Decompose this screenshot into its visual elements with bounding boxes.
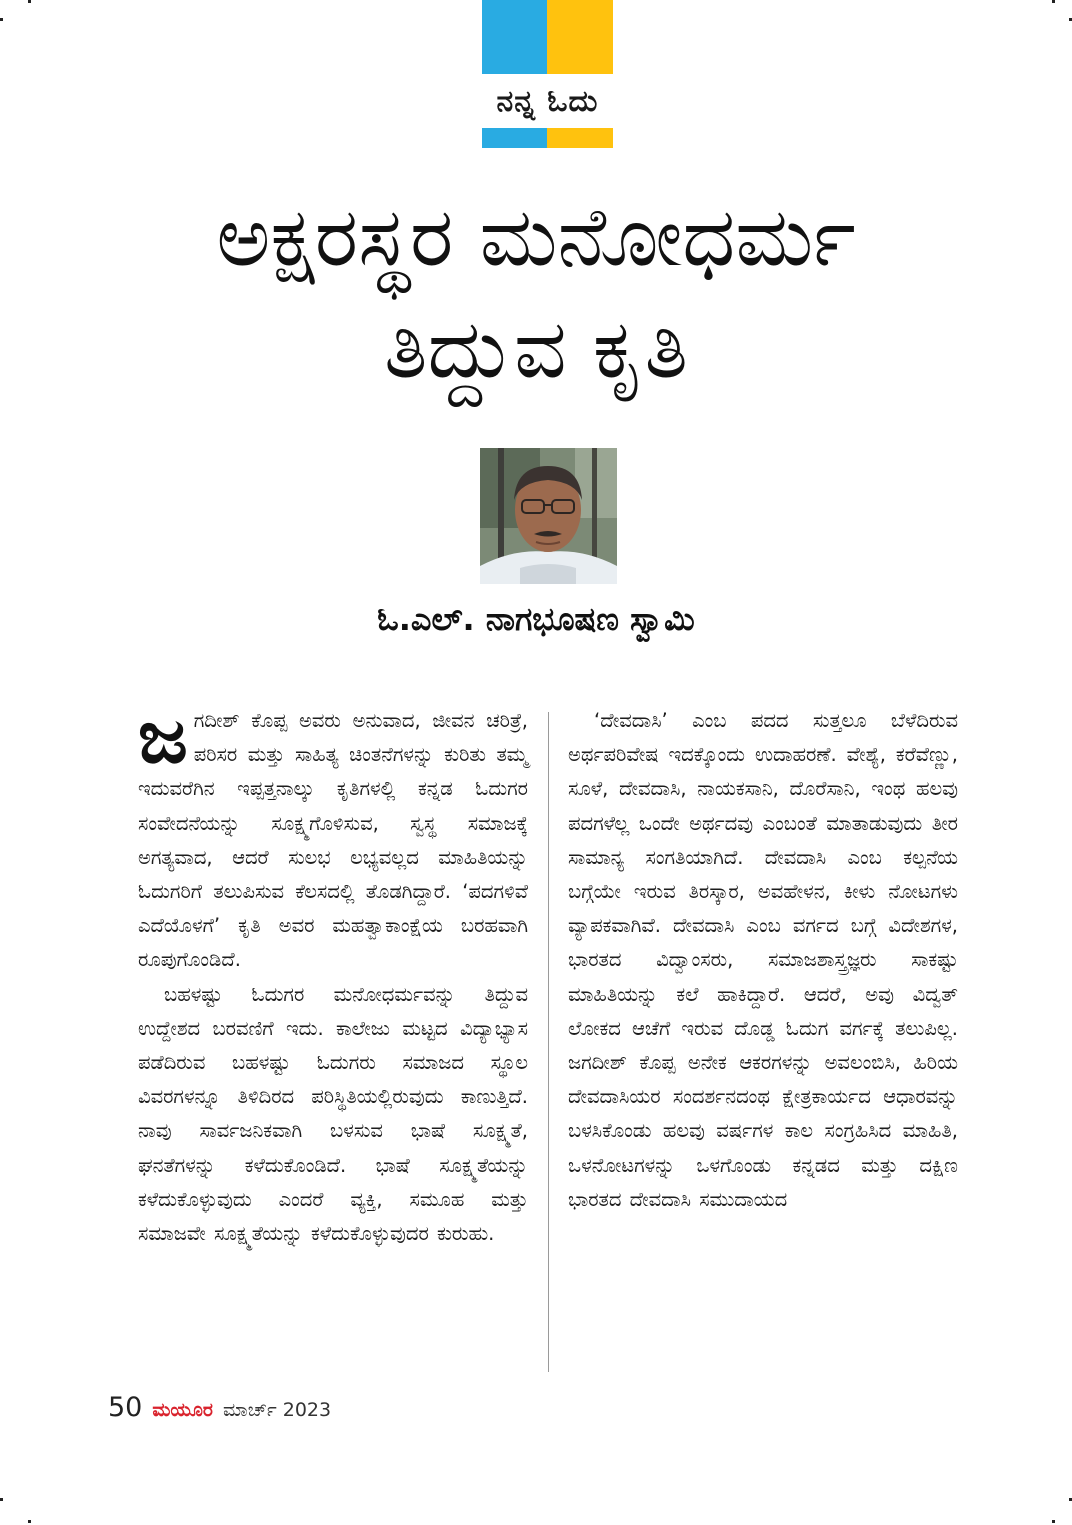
headline-line-2: ತಿದ್ದುವ ಕೃತಿ <box>384 302 688 397</box>
headline <box>60 182 1012 406</box>
headline-line-1: ಅಕ್ಷರಸ್ಥರ ಮನೋಧರ್ಮ <box>216 190 856 285</box>
article-paragraph: ‘ದೇವದಾಸಿ’ ಎಂಬ ಪದದ ಸುತ್ತಲೂ ಬೆಳೆದಿರುವ ಅರ್ಥಪರಿವೇಷ ಇದಕ್ಕೊಂದು ಉದಾಹರಣೆ. ವೇಶ್ಯೆ, ಕರೆವೆಣ್ಣು, ಸೂಳೆ, ದೇವದಾಸಿ, ನಾಯಕಸಾನಿ, ದೊರೆಸಾನಿ, ಇಂಥ ಹಲವು ಪದಗಳೆಲ್ಲ ಒಂದೇ ಅರ್ಥದವು ಎಂಬಂತೆ ಮಾತಾಡುವುದು ತೀರ ಸಾಮಾನ್ಯ ಸಂಗತಿಯಾಗಿದೆ. ದೇವದಾಸಿ ಎಂಬ ಕಲ್ಪನೆಯ ಬಗ್ಗೆಯೇ ಇರುವ ತಿರಸ್ಕಾರ, ಅವಹೇಳನ, ಕೀಳು ನೋಟಗಳು ವ್ಯಾಪಕವಾಗಿವೆ. ದೇವದಾಸಿ ಎಂಬ ವರ್ಗದ ಬಗ್ಗೆ ವಿದೇಶಗಳ, ಭಾರತದ ವಿದ್ವಾಂಸರು, ಸಮಾಜಶಾಸ್ತ್ರಜ್ಞರು ಸಾಕಷ್ಟು ಮಾಹಿತಿಯನ್ನು ಕಲೆ ಹಾಕಿದ್ದಾರೆ. ಆದರೆ, ಅವು ವಿದ್ವತ್ ಲೋಕದ ಆಚೆಗೆ ಇರುವ ದೊಡ್ಡ ಓದುಗ ವರ್ಗಕ್ಕೆ ತಲುಪಿಲ್ಲ. ಜಗದೀಶ್ ಕೊಪ್ಪ ಅನೇಕ ಆಕರಗಳನ್ನು ಅವಲಂಬಿಸಿ, ಹಿರಿಯ ದೇವದಾಸಿಯರ ಸಂದರ್ಶನದಂಥ ಕ್ಷೇತ್ರಕಾರ್ಯದ ಆಧಾರವನ್ನು ಬಳಸಿಕೊಂಡು ಹಲವು ವರ್ಷಗಳ ಕಾಲ ಸಂಗ್ರಹಿಸಿದ ಮಾಹಿತಿ, ಒಳನೋಟಗಳನ್ನು ಒಳಗೊಂಡು ಕನ್ನಡದ ಮತ್ತು ದಕ್ಷಿಣ ಭಾರತದ ದೇವದಾಸಿ ಸಮುದಾಯದ <box>568 709 958 1211</box>
page-number: 50 <box>108 1392 143 1423</box>
section-logo-label: ನನ್ನ ಓದು <box>482 74 613 128</box>
crop-mark <box>1052 1520 1055 1523</box>
dropcap: ಜ <box>138 694 188 780</box>
magazine-name: ಮಯೂರ <box>152 1399 213 1421</box>
issue-date: ಮಾರ್ಚ್ 2023 <box>222 1399 332 1421</box>
author-portrait-image <box>480 448 617 584</box>
article-paragraph <box>138 694 528 978</box>
column-divider <box>548 712 549 1372</box>
section-logo <box>482 0 613 148</box>
article-paragraph: ಬಹಳಷ್ಟು ಓದುಗರ ಮನೋಧರ್ಮವನ್ನು ತಿದ್ದುವ ಉದ್ದೇಶದ ಬರವಣಿಗೆ ಇದು. ಕಾಲೇಜು ಮಟ್ಟದ ವಿದ್ಯಾಭ್ಯಾಸ ಪಡೆದಿರುವ ಬಹಳಷ್ಟು ಓದುಗರು ಸಮಾಜದ ಸ್ಥೂಲ ವಿವರಗಳನ್ನೂ ತಿಳಿದಿರದ ಪರಿಸ್ಥಿತಿಯಲ್ಲಿರುವುದು ಕಾಣುತ್ತಿದೆ. ನಾವು ಸಾರ್ವಜನಿಕವಾಗಿ ಬಳಸುವ ಭಾಷೆ ಸೂಕ್ಷ್ಮತೆ, ಘನತೆಗಳನ್ನು ಕಳೆದುಕೊಂಡಿದೆ. ಭಾಷೆ ಸೂಕ್ಷ್ಮತೆಯನ್ನು ಕಳೆದುಕೊಳ್ಳುವುದು ಎಂದರೆ ವ್ಯಕ್ತಿ, ಸಮೂಹ ಮತ್ತು ಸಮಾಜವೇ ಸೂಕ್ಷ್ಮತೆಯನ್ನು ಕಳೆದುಕೊಳ್ಳುವುದರ ಕುರುಹು. <box>138 982 528 1246</box>
crop-mark <box>0 18 3 21</box>
page-footer <box>108 1392 331 1428</box>
paragraph-text: ಗದೀಶ್ ಕೊಪ್ಪ ಅವರು ಅನುವಾದ, ಜೀವನ ಚರಿತ್ರೆ, ಪರಿಸರ ಮತ್ತು ಸಾಹಿತ್ಯ ಚಿಂತನೆಗಳನ್ನು ಕುರಿತು ತಮ್ಮ ಇದುವರೆಗಿನ ಇಪ್ಪತ್ತನಾಲ್ಕು ಕೃತಿಗಳಲ್ಲಿ ಕನ್ನಡ ಓದುಗರ ಸಂವೇದನೆಯನ್ನು ಸೂಕ್ಷ್ಮಗೊಳಿಸುವ, ಸ್ವಸ್ಥ ಸಮಾಜಕ್ಕೆ ಅಗತ್ಯವಾದ, ಆದರೆ ಸುಲಭ ಲಭ್ಯವಲ್ಲದ ಮಾಹಿತಿಯನ್ನು ಓದುಗರಿಗೆ ತಲುಪಿಸುವ ಕೆಲಸದಲ್ಲಿ ತೊಡಗಿದ್ದಾರೆ. ‘ಪದಗಳಿವೆ ಎದೆಯೊಳಗೆ’ ಕೃತಿ ಅವರ ಮಹತ್ವಾಕಾಂಕ್ಷೆಯ ಬರಹವಾಗಿ ರೂಪುಗೊಂಡಿದೆ. <box>138 709 528 972</box>
author-photo <box>480 448 617 584</box>
crop-mark <box>28 0 31 3</box>
crop-mark <box>0 1498 3 1501</box>
author-name: ಓ.ಎಲ್. ನಾಗಭೂಷಣ ಸ್ವಾಮಿ <box>377 600 695 638</box>
crop-mark <box>1052 0 1055 3</box>
article-column-right <box>568 704 958 1217</box>
crop-mark <box>28 1520 31 1523</box>
article-column-left <box>138 694 528 1251</box>
